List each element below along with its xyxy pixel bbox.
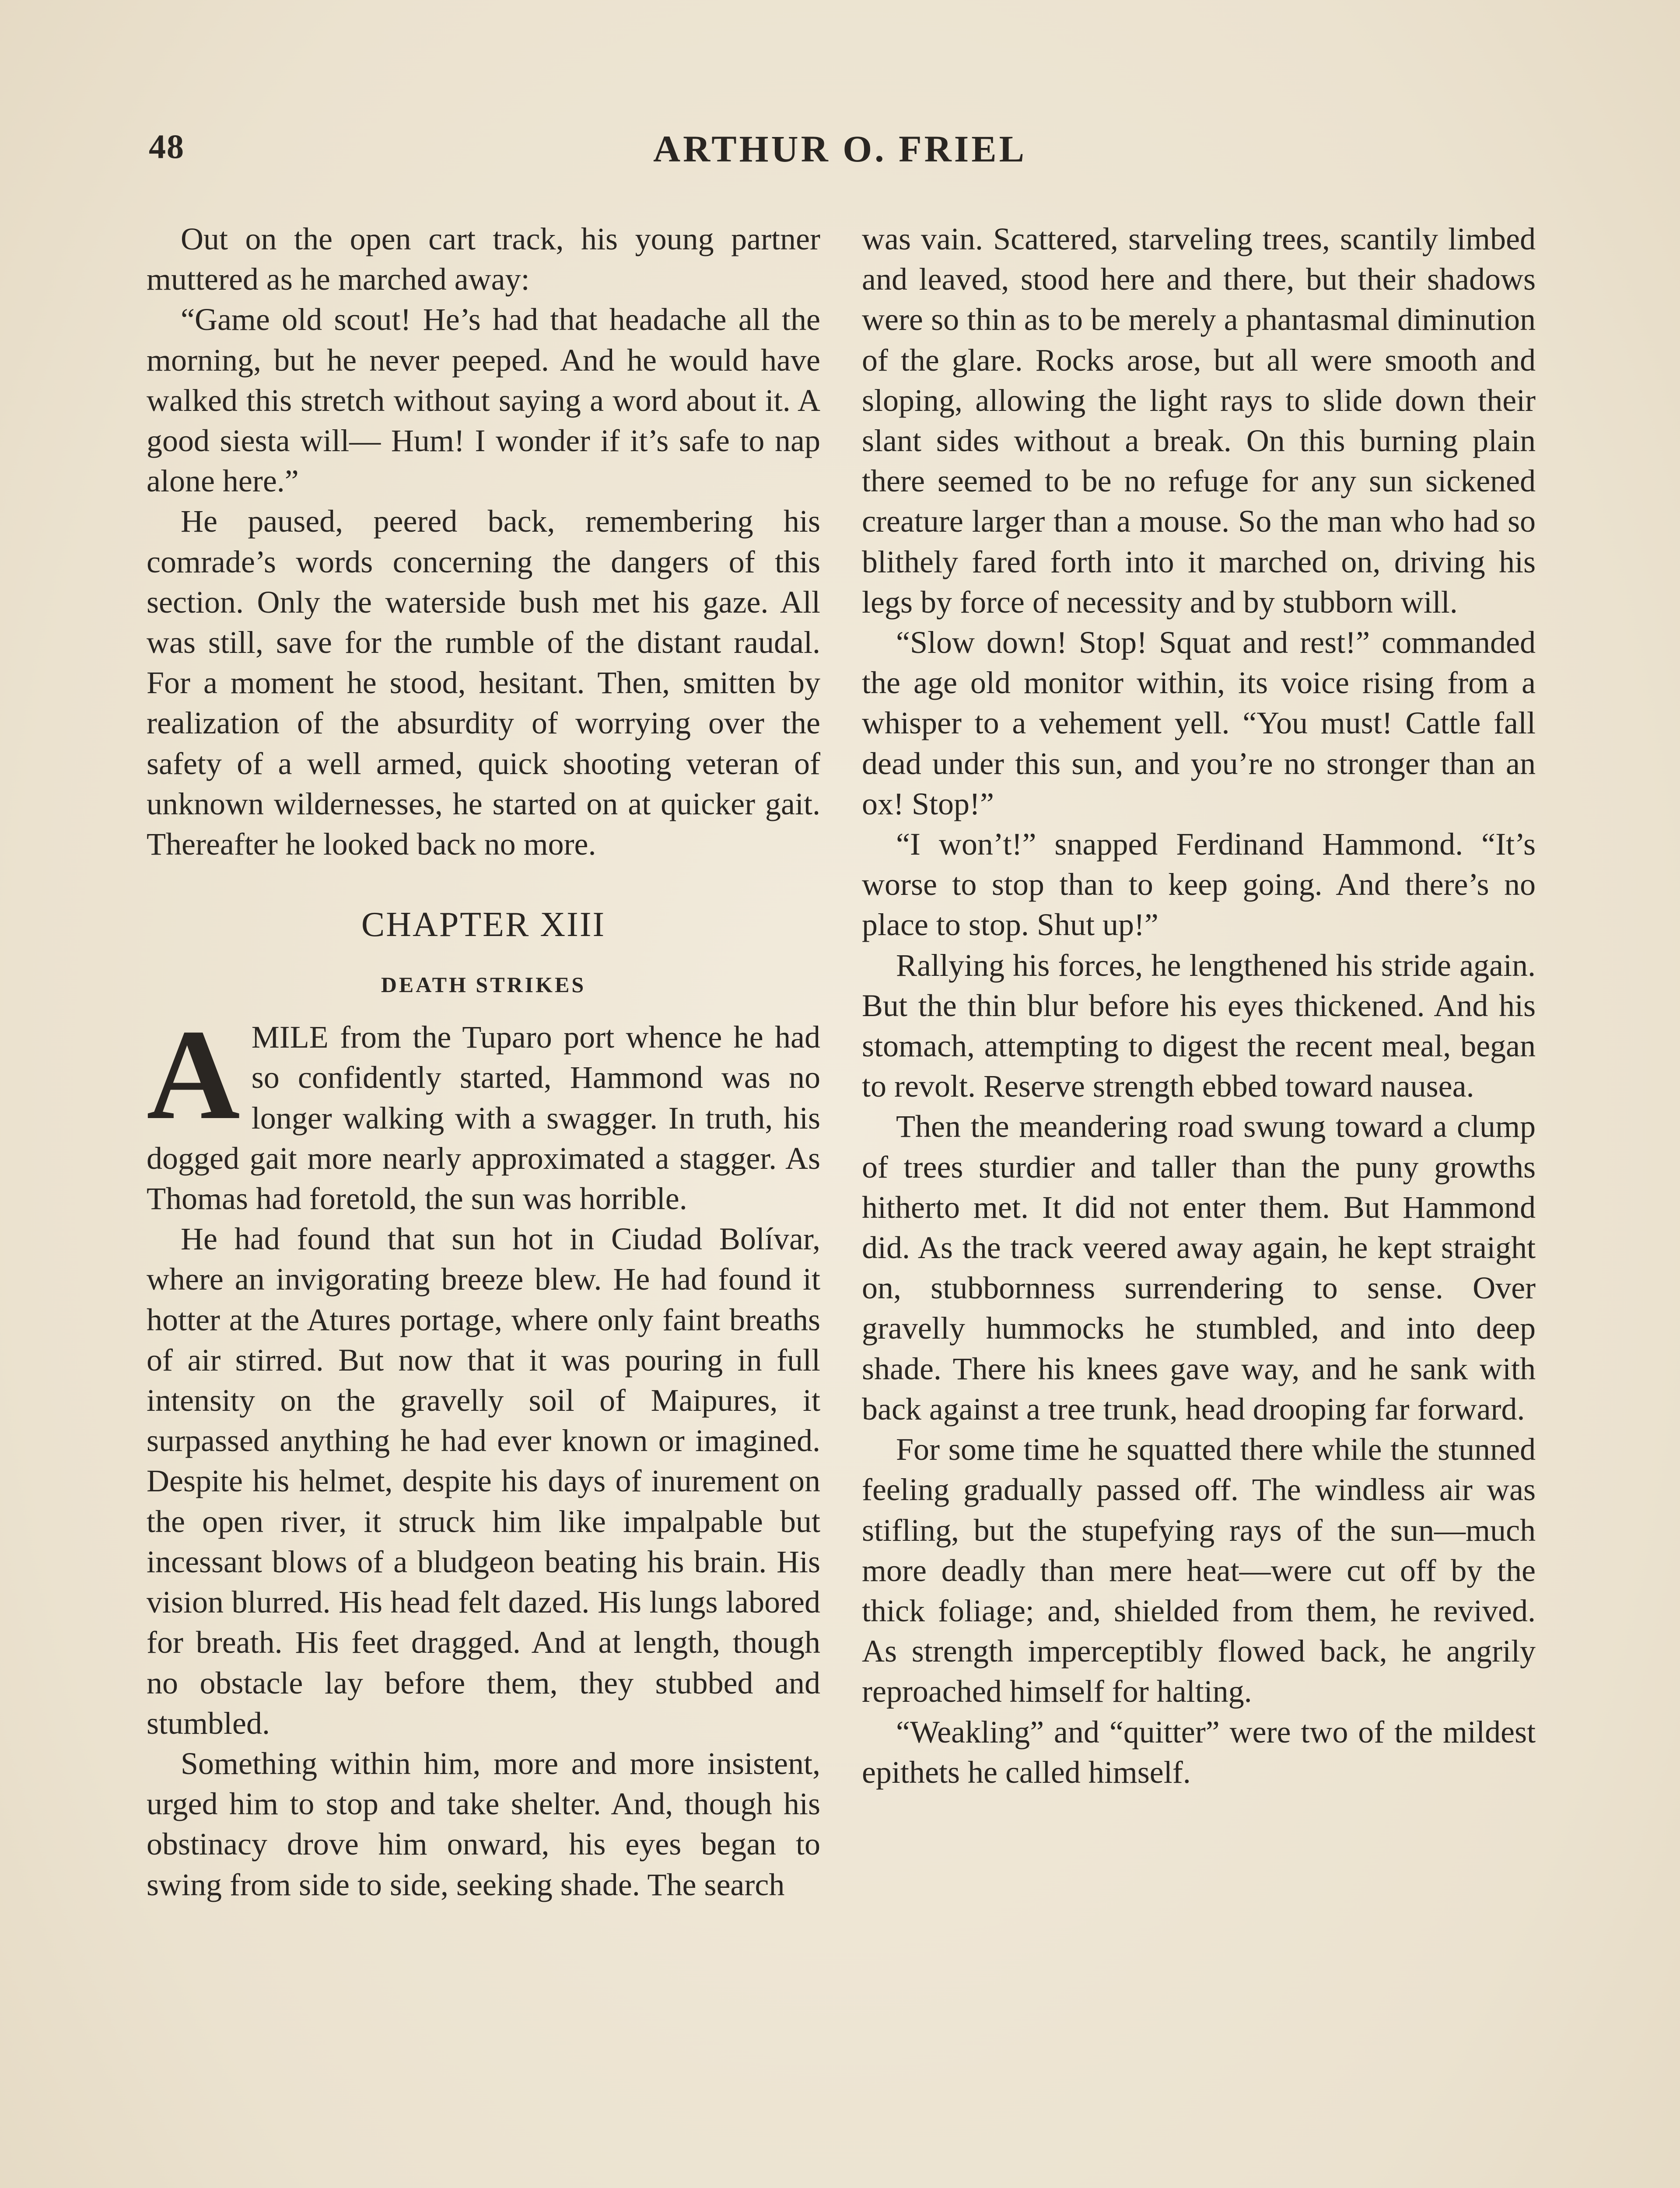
paragraph: He had found that sun hot in Ciudad Bolívar, where an invigorating breeze blew. He had found it hotter at the Atures portage, where only faint breaths of air stirred. But now that it was pouring in full intensity on the gravelly soil of Maipures, it surpassed anything he had ever known or imagined. Despite his helmet, despite his days of inurement on the open river, it struck him like impalpable but incessant blows of a bludgeon beating his brain. His vision blurred. His head felt dazed. His lungs labored for breath. His feet dragged. And at length, though no obstacle lay before them, they stubbed and stumbled. bbox=[147, 1221, 820, 1741]
paragraph: Out on the open cart track, his young partner muttered as he marched away: bbox=[147, 221, 820, 297]
paragraph: Something within him, more and more insistent, urged him to stop and take shelter. And, though his obstinacy drove him onward, his eyes began to swing from side to side, seeking shade. The search bbox=[147, 1746, 820, 1902]
dropcap-paragraph bbox=[147, 1003, 820, 1219]
paragraph: “Game old scout! He’s had that headache all the morning, but he never peeped. And he would have walked this stretch without saying a word about it. A good siesta will— Hum! I wonder if it’s safe to nap alone here.” bbox=[147, 302, 820, 499]
chapter-title: CHAPTER XIII bbox=[361, 905, 606, 944]
page-number: 48 bbox=[149, 127, 185, 165]
paragraph: For some time he squatted there while the stunned feeling gradually passed off. The windless air was stifling, but the stupefying rays of the sun—much more deadly than mere heat—were cut off by the thick foliage; and, shielded from them, he revived. As strength imperceptibly flowed back, he angrily reproached himself for halting. bbox=[862, 1432, 1536, 1709]
page-header bbox=[149, 127, 1531, 179]
drop-cap: A bbox=[147, 1003, 240, 1147]
paragraph: Then the meandering road swung toward a clump of trees sturdier and taller than the puny growths hitherto met. It did not enter them. But Hammond did. As the track veered away again, he kept straight on, stubbornness surrendering to sense. Over gravelly hummocks he stumbled, and into deep shade. There his knees gave way, and he sank with back against a tree trunk, head drooping far forward. bbox=[862, 1109, 1536, 1427]
chapter-subtitle: DEATH STRIKES bbox=[381, 972, 586, 997]
paragraph: “Slow down! Stop! Squat and rest!” commanded the age old monitor within, its voice rising from a whisper to a vehement yell. “You must! Cattle fall dead under this sun, and you’re no stronger than an ox! Stop!” bbox=[862, 625, 1536, 821]
paragraph: “I won’t!” snapped Ferdinand Hammond. “It’s worse to stop than to keep going. And there’s no place to stop. Shut up!” bbox=[862, 827, 1536, 943]
paragraph: He paused, peered back, remembering his comrade’s words concerning the dangers of this section. Only the waterside bush met his gaze. All was still, save for the rumble of the distant raudal. For a moment he stood, hesitant. Then, smitten by realization of the absurdity of worrying over the safety of a well armed, quick shooting veteran of unknown wildernesses, he started on at quicker gait. Thereafter he looked back no more. bbox=[147, 504, 820, 862]
dropcap-paragraph-text: MILE from the Tuparo port whence he had so confidently started, Hammond was no longer walking with a swagger. In truth, his dogged gait more nearly approximated a stagger. As Thomas had foretold, the sun was horrible. bbox=[147, 1020, 820, 1217]
right-column bbox=[862, 219, 1536, 1792]
paragraph: was vain. Scattered, starveling trees, scantily limbed and leaved, stood here and there, but their shadows were so thin as to be merely a phantasmal diminution of the glare. Rocks arose, but all were smooth and sloping, allowing the light rays to slide down their slant sides without a break. On this burning plain there seemed to be no refuge for any sun sickened creature larger than a mouse. So the man who had so blithely fared forth into it marched on, driving his legs by force of necessity and by stubborn will. bbox=[862, 221, 1536, 620]
paragraph: “Weakling” and “quitter” were two of the mildest epithets he called himself. bbox=[862, 1714, 1536, 1790]
left-column bbox=[147, 219, 820, 1905]
running-head: ARTHUR O. FRIEL bbox=[653, 128, 1027, 170]
paragraph: Rallying his forces, he lengthened his stride again. But the thin blur before his eyes thickened. And his stomach, attempting to digest the recent meal, began to revolt. Reserve strength ebbed toward nausea. bbox=[862, 947, 1536, 1104]
